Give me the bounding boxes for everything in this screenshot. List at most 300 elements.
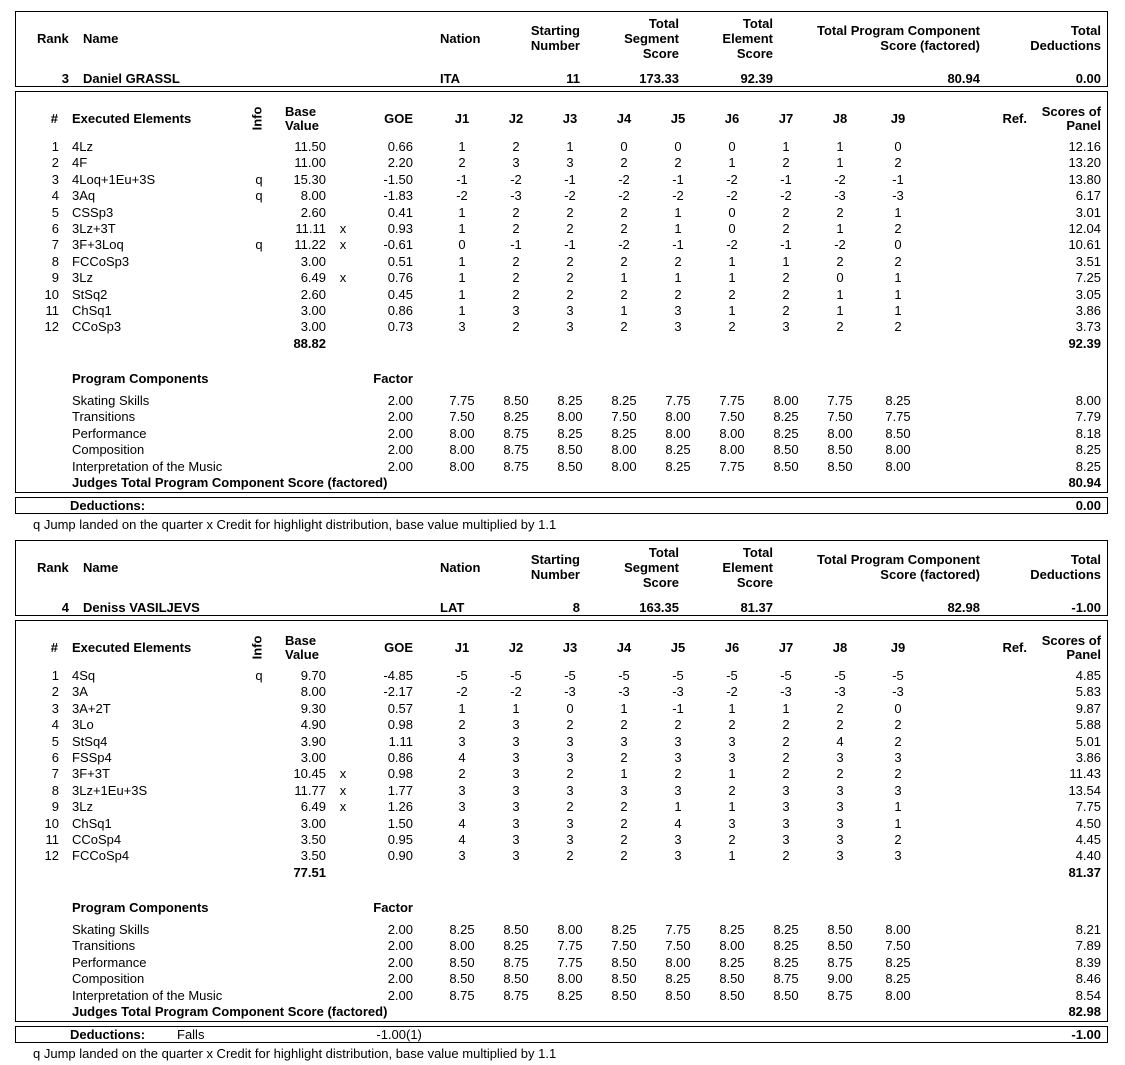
element-judge-score: 2	[458, 717, 466, 733]
element-judge-score: 3	[512, 766, 520, 782]
component-factor: 2.00	[387, 922, 413, 937]
component-judge-score: 8.50	[773, 442, 799, 458]
element-code: CCoSp4	[72, 832, 122, 847]
starting-label-2: Number	[530, 567, 580, 582]
element-judge-score: -3	[834, 684, 846, 700]
element-judge-score: 3	[512, 815, 520, 831]
element-panel-score: 6.17	[1075, 188, 1101, 204]
element-panel-score: 4.50	[1075, 815, 1101, 831]
element-judge-score: -5	[726, 668, 738, 683]
element-judge-score: 0	[458, 237, 466, 253]
element-judge-score: 0	[728, 139, 736, 154]
element-judge-score: 2	[782, 717, 790, 733]
element-judge-score: 3	[566, 750, 574, 765]
element-judge-score: 1	[894, 204, 902, 220]
element-judge-score: 1	[458, 303, 466, 318]
element-judge-score: 2	[512, 286, 520, 302]
element-goe: 1.50	[387, 815, 413, 831]
component-judge-score: 8.75	[827, 987, 853, 1003]
element-score-value: 81.37	[740, 600, 773, 615]
component-name: Transitions	[72, 409, 136, 425]
element-judge-score: 2	[836, 717, 844, 733]
element-goe: 0.41	[387, 204, 413, 220]
component-judge-score: 8.00	[449, 458, 475, 474]
element-base-value: 3.50	[300, 832, 326, 847]
component-factor: 2.00	[387, 393, 413, 408]
element-judge-score: 2	[620, 319, 628, 335]
element-base-value: 9.30	[300, 700, 326, 716]
element-judge-score: 1	[458, 700, 466, 716]
element-judge-score: 3	[458, 848, 466, 864]
element-judge-score: 3	[620, 733, 628, 749]
element-panel-score: 5.88	[1075, 717, 1101, 733]
panel-score-label-2: Panel	[1066, 647, 1101, 662]
element-judge-score: 2	[620, 155, 628, 171]
element-judge-score: -2	[618, 237, 630, 253]
element-judge-score: 1	[836, 303, 844, 318]
element-judge-score: 3	[512, 155, 520, 171]
element-judge-score: 4	[674, 815, 682, 831]
element-judge-score: 3	[512, 750, 520, 765]
component-judge-score: 8.50	[719, 987, 745, 1003]
component-judge-score: 8.25	[665, 971, 691, 987]
name-value: Daniel GRASSL	[83, 71, 180, 86]
component-judge-score: 8.75	[503, 425, 529, 441]
element-panel-score: 10.61	[1068, 237, 1101, 253]
base-value-label-2: Value	[285, 647, 319, 662]
element-panel-score: 4.85	[1075, 668, 1101, 683]
component-judge-score: 8.00	[665, 425, 691, 441]
element-goe: 0.98	[387, 766, 413, 782]
element-judge-score: 2	[836, 253, 844, 269]
component-judge-score: 8.25	[719, 954, 745, 970]
judge-col-label-4: J4	[616, 640, 632, 655]
element-judge-score: -3	[564, 684, 576, 700]
element-goe: 0.95	[387, 832, 413, 847]
component-judge-score: 8.50	[773, 458, 799, 474]
element-code: 3Lz+3T	[72, 221, 116, 236]
element-number: 12	[44, 848, 59, 864]
segment-label: Total	[648, 545, 679, 560]
deductions-label: Total	[1070, 23, 1101, 38]
element-judge-score: -5	[564, 668, 576, 683]
judge-col-label-6: J6	[724, 640, 740, 655]
element-code: ChSq1	[72, 815, 112, 831]
element-judge-score: 3	[782, 832, 790, 847]
element-bonus-mark: x	[339, 221, 347, 236]
element-judge-score: -3	[672, 684, 684, 700]
element-judge-score: 3	[836, 782, 844, 798]
panel-score-label: Scores of	[1041, 104, 1101, 119]
name-label: Name	[83, 560, 119, 575]
info-col-label: Info	[249, 635, 265, 660]
element-judge-score: 2	[620, 717, 628, 733]
element-panel-score: 11.43	[1069, 766, 1101, 782]
element-goe: -4.85	[383, 668, 413, 683]
element-number: 2	[51, 155, 59, 171]
component-factor: 2.00	[387, 938, 413, 954]
element-judge-score: -3	[618, 684, 630, 700]
element-judge-score: -2	[672, 188, 684, 204]
footnote: q Jump landed on the quarter x Credit for highlight distribution, base value multiplied by 1.1	[33, 1046, 557, 1061]
component-judge-score: 8.75	[503, 442, 529, 458]
component-panel-score: 7.89	[1075, 938, 1101, 954]
element-judge-score: -5	[456, 668, 468, 683]
judge-col-label-2: J2	[508, 111, 524, 126]
component-panel-score: 8.25	[1075, 458, 1101, 474]
element-judge-score: -5	[672, 668, 684, 683]
element-judge-score: 1	[782, 253, 790, 269]
element-judge-score: -2	[456, 684, 468, 700]
element-base-value: 3.00	[300, 815, 326, 831]
judge-col-label-3: J3	[562, 640, 578, 655]
element-number: 11	[45, 832, 59, 847]
element-goe: 0.86	[387, 750, 413, 765]
element-goe: 1.11	[388, 733, 413, 749]
deductions-label-2: Deductions	[1030, 38, 1101, 53]
segment-label-3: Score	[642, 575, 679, 590]
element-judge-score: 1	[620, 303, 628, 318]
element-judge-score: -3	[892, 684, 904, 700]
element-judge-score: 0	[674, 139, 682, 154]
element-judge-score: 3	[512, 782, 520, 798]
element-bonus-mark: x	[339, 766, 347, 782]
component-judge-score: 8.25	[885, 954, 911, 970]
element-judge-score: -3	[834, 188, 846, 204]
deductions-label-2: Deductions	[1030, 567, 1101, 582]
element-judge-score: 3	[674, 733, 682, 749]
component-judge-score: 8.00	[885, 987, 911, 1003]
element-judge-score: 3	[566, 303, 574, 318]
element-judge-score: 3	[674, 848, 682, 864]
element-goe: 0.57	[387, 700, 413, 716]
element-judge-score: -2	[618, 171, 630, 187]
element-judge-score: 2	[782, 221, 790, 236]
element-code: 3F+3T	[72, 766, 110, 782]
element-judge-score: 2	[728, 286, 736, 302]
element-judge-score: 4	[458, 832, 466, 847]
pcs-score-value: 80.94	[947, 71, 980, 86]
segment-label-2: Segment	[624, 31, 679, 46]
element-judge-score: 1	[458, 221, 466, 236]
component-judge-score: 8.25	[885, 971, 911, 987]
element-label: Total	[742, 16, 773, 31]
element-judge-score: 3	[836, 799, 844, 815]
component-judge-score: 8.00	[719, 442, 745, 458]
element-info: q	[255, 237, 263, 253]
element-judge-score: 2	[620, 832, 628, 847]
element-judge-score: 3	[728, 750, 736, 765]
element-base-value: 2.60	[300, 286, 326, 302]
element-judge-score: 3	[836, 848, 844, 864]
element-judge-score: 2	[620, 253, 628, 269]
judge-col-label-7: J7	[778, 111, 794, 126]
element-score-value: 92.39	[740, 71, 773, 86]
element-code: 3Lz+1Eu+3S	[72, 782, 148, 798]
element-bonus-mark: x	[339, 270, 347, 286]
element-judge-score: 0	[566, 700, 574, 716]
deductions-box	[15, 497, 1108, 514]
component-judge-score: 7.50	[665, 938, 691, 954]
rank-value: 4	[61, 600, 69, 615]
element-base-value: 10.45	[293, 766, 326, 782]
goe-col-label: GOE	[384, 640, 413, 655]
component-factor: 2.00	[387, 425, 413, 441]
element-judge-score: 2	[566, 766, 574, 782]
element-judge-score: 2	[512, 270, 520, 286]
element-judge-score: 1	[728, 766, 736, 782]
name-value: Deniss VASILJEVS	[83, 600, 200, 615]
element-judge-score: 1	[836, 221, 844, 236]
element-judge-score: 0	[894, 700, 902, 716]
component-judge-score: 7.75	[885, 409, 911, 425]
element-judge-score: -1	[510, 237, 522, 253]
element-judge-score: 3	[512, 799, 520, 815]
component-name: Performance	[72, 954, 147, 970]
component-panel-score: 8.46	[1075, 971, 1101, 987]
component-judge-score: 8.25	[885, 393, 911, 408]
component-judge-score: 8.00	[449, 425, 475, 441]
element-judge-score: 2	[566, 253, 574, 269]
component-factor: 2.00	[387, 987, 413, 1003]
deduction-count: (1)	[406, 1027, 422, 1042]
element-judge-score: 3	[782, 815, 790, 831]
component-name: Performance	[72, 425, 147, 441]
element-goe: 1.77	[387, 782, 413, 798]
deductions-row-label: Deductions:	[70, 1027, 146, 1042]
nation-value: LAT	[440, 600, 465, 615]
component-judge-score: 8.25	[665, 458, 691, 474]
element-judge-score: 2	[620, 799, 628, 815]
component-judge-score: 8.50	[449, 954, 475, 970]
component-judge-score: 8.00	[885, 458, 911, 474]
element-panel-score: 9.87	[1075, 700, 1101, 716]
component-judge-score: 7.75	[665, 393, 691, 408]
element-panel-score: 3.73	[1075, 319, 1101, 335]
component-judge-score: 8.00	[611, 442, 637, 458]
deduction-total: -1.00	[1071, 1027, 1101, 1042]
element-judge-score: -1	[672, 171, 684, 187]
element-judge-score: 0	[836, 270, 844, 286]
element-base-value: 3.00	[300, 750, 326, 765]
element-judge-score: -1	[672, 237, 684, 253]
element-goe: 2.20	[387, 155, 413, 171]
element-judge-score: 3	[512, 733, 520, 749]
element-goe: 0.76	[387, 270, 413, 286]
component-judge-score: 8.25	[449, 922, 475, 937]
element-code: 3Lz	[72, 799, 93, 815]
pcs-label: Total Program Component	[817, 552, 980, 567]
element-judge-score: 1	[458, 253, 466, 269]
element-judge-score: 1	[458, 286, 466, 302]
element-judge-score: 3	[512, 303, 520, 318]
element-judge-score: 3	[894, 750, 902, 765]
element-code: FCCoSp4	[72, 848, 130, 864]
element-judge-score: -2	[564, 188, 576, 204]
element-base-value: 4.90	[300, 717, 326, 733]
element-judge-score: 1	[566, 139, 574, 154]
element-base-value: 6.49	[300, 799, 326, 815]
element-judge-score: 1	[728, 799, 736, 815]
element-judge-score: 2	[674, 253, 682, 269]
element-judge-score: -2	[726, 171, 738, 187]
starting-label: Starting	[530, 23, 580, 38]
element-judge-score: -1	[564, 237, 576, 253]
element-judge-score: 1	[836, 155, 844, 171]
element-judge-score: 3	[566, 319, 574, 335]
component-judge-score: 8.25	[503, 938, 529, 954]
component-panel-score: 7.79	[1075, 409, 1101, 425]
element-judge-score: 2	[782, 750, 790, 765]
element-judge-score: 3	[782, 799, 790, 815]
element-judge-score: 0	[728, 221, 736, 236]
element-judge-score: 3	[674, 832, 682, 847]
element-judge-score: 3	[620, 782, 628, 798]
element-judge-score: 3	[728, 815, 736, 831]
component-judge-score: 8.75	[773, 971, 799, 987]
element-judge-score: 2	[620, 815, 628, 831]
element-number: 1	[51, 668, 59, 683]
judge-col-label-3: J3	[562, 111, 578, 126]
element-judge-score: -5	[834, 668, 846, 683]
judge-col-label-8: J8	[832, 640, 848, 655]
component-judge-score: 8.25	[503, 409, 529, 425]
element-base-value: 11.77	[294, 782, 326, 798]
element-base-value: 11.50	[294, 139, 326, 154]
component-judge-score: 8.25	[773, 938, 799, 954]
element-judge-score: 2	[894, 717, 902, 733]
executed-elements-label: Executed Elements	[72, 640, 192, 655]
judge-col-label-9: J9	[890, 111, 906, 126]
component-judge-score: 8.00	[719, 425, 745, 441]
element-judge-score: 2	[566, 221, 574, 236]
component-judge-score: 8.50	[827, 458, 853, 474]
element-base-value: 3.50	[300, 848, 326, 864]
deduction-total: 0.00	[1075, 498, 1101, 513]
element-judge-score: 0	[620, 139, 628, 154]
component-judge-score: 8.25	[611, 922, 637, 937]
elements-total: 81.37	[1068, 864, 1101, 880]
element-number: 8	[51, 253, 59, 269]
element-judge-score: 2	[728, 832, 736, 847]
element-judge-score: 2	[782, 733, 790, 749]
component-judge-score: 8.75	[449, 987, 475, 1003]
element-judge-score: 2	[566, 799, 574, 815]
element-code: StSq2	[72, 286, 108, 302]
element-judge-score: 3	[674, 319, 682, 335]
component-judge-score: 8.00	[557, 922, 583, 937]
component-judge-score: 8.50	[611, 954, 637, 970]
element-code: ChSq1	[72, 303, 112, 318]
nation-label: Nation	[440, 560, 481, 575]
element-number: 7	[51, 766, 59, 782]
element-judge-score: 1	[458, 204, 466, 220]
element-judge-score: 3	[894, 782, 902, 798]
component-judge-score: 7.75	[719, 393, 745, 408]
deductions-label: Total	[1070, 552, 1101, 567]
component-judge-score: 8.50	[611, 987, 637, 1003]
component-judge-score: 7.75	[449, 393, 475, 408]
element-judge-score: 2	[894, 766, 902, 782]
element-judge-score: 1	[836, 139, 844, 154]
element-judge-score: -1	[564, 171, 576, 187]
element-judge-score: 3	[674, 303, 682, 318]
element-number: 7	[51, 237, 59, 253]
element-judge-score: 3	[894, 848, 902, 864]
rank-label: Rank	[37, 31, 69, 46]
program-components-label: Program Components	[72, 900, 209, 915]
element-judge-score: 2	[458, 155, 466, 171]
element-judge-score: -5	[780, 668, 792, 683]
element-judge-score: 3	[566, 155, 574, 171]
element-number: 9	[51, 799, 59, 815]
element-base-value: 8.00	[300, 684, 326, 700]
component-judge-score: 8.50	[503, 393, 529, 408]
element-judge-score: 2	[674, 155, 682, 171]
element-bonus-mark: x	[339, 799, 347, 815]
element-judge-score: 3	[566, 733, 574, 749]
element-judge-score: 2	[894, 155, 902, 171]
segment-score-value: 163.35	[639, 600, 679, 615]
component-judge-score: 8.50	[449, 971, 475, 987]
element-bonus-mark: x	[339, 782, 347, 798]
element-goe: 0.73	[387, 319, 413, 335]
element-judge-score: -5	[510, 668, 522, 683]
element-goe: -1.83	[383, 188, 413, 204]
element-number: 12	[44, 319, 59, 335]
element-judge-score: 2	[566, 286, 574, 302]
element-judge-score: 3	[566, 832, 574, 847]
ref-col-label: Ref.	[1002, 640, 1027, 655]
element-panel-score: 3.86	[1075, 750, 1101, 765]
element-code: 3A+2T	[72, 700, 111, 716]
element-goe: -0.61	[383, 237, 413, 253]
element-panel-score: 3.86	[1075, 303, 1101, 318]
element-judge-score: 2	[566, 204, 574, 220]
segment-score-value: 173.33	[639, 71, 679, 86]
component-judge-score: 8.50	[773, 987, 799, 1003]
component-judge-score: 8.50	[503, 971, 529, 987]
element-goe: -1.50	[383, 171, 413, 187]
elements-total: 92.39	[1068, 335, 1101, 351]
element-goe: 0.93	[387, 221, 413, 236]
element-judge-score: 2	[620, 221, 628, 236]
component-judge-score: 8.25	[773, 922, 799, 937]
element-judge-score: -3	[780, 684, 792, 700]
starting-label: Starting	[530, 552, 580, 567]
component-judge-score: 8.00	[665, 954, 691, 970]
element-judge-score: 2	[728, 319, 736, 335]
component-panel-score: 8.00	[1075, 393, 1101, 408]
base-value-label-2: Value	[285, 118, 319, 133]
element-judge-score: 1	[894, 303, 902, 318]
component-name: Transitions	[72, 938, 136, 954]
element-base-value: 6.49	[300, 270, 326, 286]
element-judge-score: -5	[892, 668, 904, 683]
program-components-label: Program Components	[72, 371, 209, 386]
name-label: Name	[83, 31, 119, 46]
component-name: Skating Skills	[72, 922, 150, 937]
component-judge-score: 8.00	[773, 393, 799, 408]
element-code: 3Lo	[72, 717, 94, 733]
element-judge-score: -2	[510, 171, 522, 187]
element-judge-score: -2	[834, 171, 846, 187]
judge-col-label-5: J5	[670, 640, 686, 655]
component-judge-score: 8.50	[827, 938, 853, 954]
component-name: Composition	[72, 442, 145, 458]
element-base-value: 11.11	[295, 221, 326, 236]
element-goe: 0.45	[387, 286, 413, 302]
